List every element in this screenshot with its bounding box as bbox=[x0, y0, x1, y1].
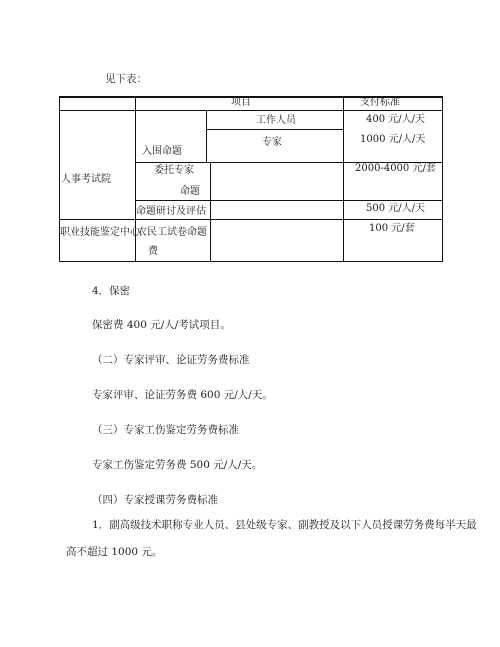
fee-expert: 1000 元/人/天 bbox=[360, 134, 426, 145]
row-expert: 专家 bbox=[262, 137, 282, 148]
row-staff: 工作人员 bbox=[256, 115, 296, 126]
item-1-line-1: 1．副高级技术职称专业人员、县处级专家、副教授及以下人员授课劳务费每半天最 bbox=[92, 519, 477, 531]
row-research: 命题研讨及评估 bbox=[136, 206, 206, 217]
section-4-title: 4．保密 bbox=[92, 285, 131, 297]
intro-text: 见下表： bbox=[105, 73, 147, 85]
section-2-title: （二）专家评审、论证劳务费标准 bbox=[92, 354, 250, 366]
fee-commission: 2000-4000 元/套 bbox=[355, 163, 436, 174]
row-migrant-line2: 费 bbox=[148, 246, 158, 257]
section-4b-title: （四）专家授课劳务费标准 bbox=[92, 494, 218, 506]
group-skill-center: 职业技能鉴定中心 bbox=[60, 227, 140, 238]
row-migrant-line1: 农民工试卷命题 bbox=[137, 227, 207, 238]
section-3-text: 专家工伤鉴定劳务费 500 元/人/天。 bbox=[92, 459, 263, 471]
item-1-line-2: 高不超过 1000 元。 bbox=[66, 546, 163, 558]
row-commission-line2: 命题 bbox=[180, 186, 200, 197]
row-commission-line1: 委托专家 bbox=[154, 165, 194, 176]
section-4-text: 保密费 400 元/人/考试项目。 bbox=[92, 319, 231, 331]
section-2-text: 专家评审、论证劳务费 600 元/人/天。 bbox=[92, 389, 273, 401]
row-proposition: 入围命题 bbox=[142, 146, 182, 157]
header-item: 项目 bbox=[231, 97, 251, 108]
fee-staff: 400 元/人/天 bbox=[366, 114, 426, 125]
header-standard: 支付标准 bbox=[360, 97, 400, 108]
fee-research: 500 元/人/天 bbox=[366, 203, 426, 214]
fee-migrant: 100 元/套 bbox=[369, 223, 415, 234]
group-exam-institute: 人事考试院 bbox=[61, 174, 111, 185]
section-3-title: （三）专家工伤鉴定劳务费标准 bbox=[92, 424, 239, 436]
